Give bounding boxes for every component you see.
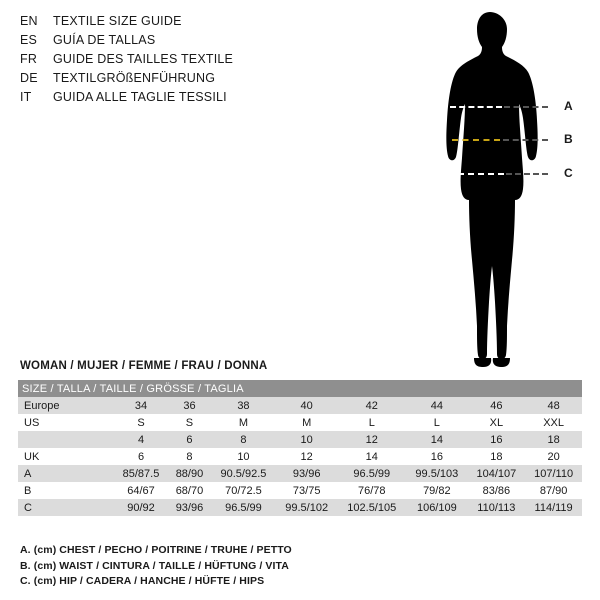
- row-label: B: [18, 482, 114, 499]
- table-cell: 12: [337, 431, 406, 448]
- language-code: EN: [20, 14, 38, 28]
- table-cell: 8: [211, 431, 276, 448]
- table-cell: 107/110: [525, 465, 582, 482]
- table-cell: 87/90: [525, 482, 582, 499]
- table-cell: 8: [168, 448, 211, 465]
- table-cell: 99.5/102: [276, 499, 337, 516]
- table-cell: 102.5/105: [337, 499, 406, 516]
- language-title: GUIDA ALLE TAGLIE TESSILI: [53, 90, 227, 104]
- language-code: DE: [20, 71, 38, 85]
- table-cell: 64/67: [114, 482, 168, 499]
- table-cell: 46: [468, 397, 526, 414]
- row-label: UK: [18, 448, 114, 465]
- table-cell: 88/90: [168, 465, 211, 482]
- table-cell: 40: [276, 397, 337, 414]
- table-cell: 79/82: [406, 482, 467, 499]
- table-cell: 14: [406, 431, 467, 448]
- table-cell: 93/96: [276, 465, 337, 482]
- table-cell: 96.5/99: [337, 465, 406, 482]
- table-cell: 18: [525, 431, 582, 448]
- size-table: [18, 380, 582, 516]
- table-row: [18, 465, 582, 482]
- table-cell: S: [168, 414, 211, 431]
- marker-label-a: A: [564, 99, 573, 113]
- table-cell: 4: [114, 431, 168, 448]
- waist-lead-line: [503, 139, 548, 141]
- table-cell: 38: [211, 397, 276, 414]
- marker-label-b: B: [564, 132, 573, 146]
- language-list: [20, 14, 320, 109]
- waist-measure-line: [452, 139, 500, 141]
- language-code: FR: [20, 52, 38, 66]
- table-cell: 18: [468, 448, 526, 465]
- table-cell: 85/87.5: [114, 465, 168, 482]
- marker-label-c: C: [564, 166, 573, 180]
- table-cell: XL: [468, 414, 526, 431]
- size-table-wrapper: [18, 380, 582, 516]
- note-hip: C. (cm) HIP / CADERA / HANCHE / HÜFTE / HIPS: [20, 575, 265, 587]
- row-label: US: [18, 414, 114, 431]
- table-row: [18, 499, 582, 516]
- table-cell: 16: [468, 431, 526, 448]
- table-cell: 73/75: [276, 482, 337, 499]
- measurement-notes: [20, 543, 580, 590]
- table-header-label: SIZE / TALLA / TAILLE / GRÖSSE / TAGLIA: [18, 380, 582, 397]
- row-label: [18, 431, 114, 448]
- note-waist: B. (cm) WAIST / CINTURA / TAILLE / HÜFTUNG / VITA: [20, 559, 289, 572]
- table-cell: 6: [168, 431, 211, 448]
- table-cell: 106/109: [406, 499, 467, 516]
- language-row: [20, 33, 320, 52]
- table-cell: 96.5/99: [211, 499, 276, 516]
- table-cell: 76/78: [337, 482, 406, 499]
- row-label: C: [18, 499, 114, 516]
- table-cell: 70/72.5: [211, 482, 276, 499]
- table-cell: M: [276, 414, 337, 431]
- language-title: GUIDE DES TAILLES TEXTILE: [53, 52, 234, 66]
- table-cell: 104/107: [468, 465, 526, 482]
- table-row: [18, 414, 582, 431]
- female-body-silhouette-icon: [430, 8, 550, 368]
- note-chest: A. (cm) CHEST / PECHO / POITRINE / TRUHE / PETTO: [20, 544, 292, 556]
- table-cell: 6: [114, 448, 168, 465]
- table-cell: 83/86: [468, 482, 526, 499]
- table-cell: 14: [337, 448, 406, 465]
- language-row: [20, 71, 320, 90]
- table-row: [18, 448, 582, 465]
- table-cell: 36: [168, 397, 211, 414]
- row-label: A: [18, 465, 114, 482]
- table-cell: XXL: [525, 414, 582, 431]
- table-cell: M: [211, 414, 276, 431]
- table-cell: 99.5/103: [406, 465, 467, 482]
- language-row: [20, 14, 320, 33]
- language-code: ES: [20, 33, 38, 47]
- hip-measure-line: [448, 173, 504, 175]
- chest-measure-line: [450, 106, 502, 108]
- row-label: Europe: [18, 397, 114, 414]
- hip-lead-line: [506, 173, 548, 175]
- table-row: [18, 482, 582, 499]
- table-cell: 34: [114, 397, 168, 414]
- table-cell: 20: [525, 448, 582, 465]
- table-cell: S: [114, 414, 168, 431]
- table-header-row: [18, 380, 582, 397]
- table-cell: L: [337, 414, 406, 431]
- language-row: [20, 90, 320, 109]
- language-row: [20, 52, 320, 71]
- table-cell: 10: [276, 431, 337, 448]
- table-cell: 114/119: [525, 499, 582, 516]
- table-cell: 10: [211, 448, 276, 465]
- table-row: [18, 431, 582, 448]
- section-title-woman: WOMAN / MUJER / FEMME / FRAU / DONNA: [20, 360, 268, 372]
- language-title: GUÍA DE TALLAS: [53, 33, 156, 47]
- language-title: TEXTILE SIZE GUIDE: [53, 14, 182, 28]
- table-cell: 90/92: [114, 499, 168, 516]
- table-cell: 42: [337, 397, 406, 414]
- language-code: IT: [20, 90, 32, 104]
- figure-area: [400, 8, 600, 373]
- table-cell: 68/70: [168, 482, 211, 499]
- table-cell: 48: [525, 397, 582, 414]
- table-cell: 110/113: [468, 499, 526, 516]
- table-cell: 12: [276, 448, 337, 465]
- table-cell: 16: [406, 448, 467, 465]
- table-cell: 44: [406, 397, 467, 414]
- table-cell: 93/96: [168, 499, 211, 516]
- language-title: TEXTILGRÖßENFÜHRUNG: [53, 71, 216, 85]
- table-cell: L: [406, 414, 467, 431]
- chest-lead-line: [504, 106, 548, 108]
- table-row: [18, 397, 582, 414]
- table-cell: 90.5/92.5: [211, 465, 276, 482]
